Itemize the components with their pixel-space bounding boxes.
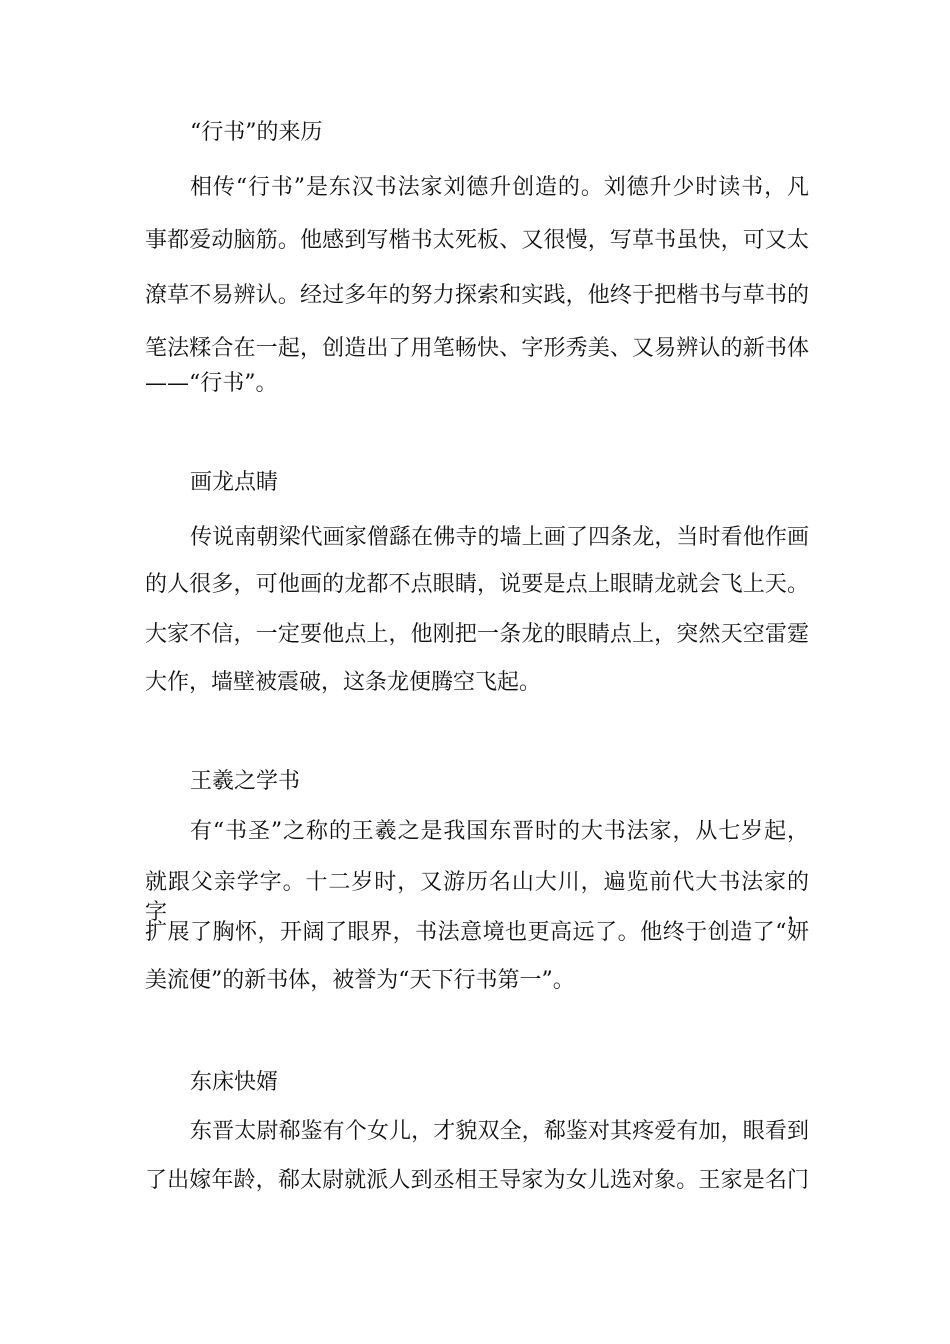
section-title-dongchuang: 东床快婿 <box>190 1070 279 1095</box>
paragraph-line: 就跟父亲学字。十二岁时，又游历名山大川，遍览前代大书法家的字， <box>145 870 809 925</box>
paragraph-line: 了出嫁年龄，郗太尉就派人到丞相王导家为女儿选对象。王家是名门 <box>145 1168 809 1193</box>
paragraph-line: 潦草不易辨认。经过多年的努力探索和实践，他终于把楷书与草书的 <box>145 283 809 308</box>
paragraph-line: 有“书圣”之称的王羲之是我国东晋时的大书法家，从七岁起， <box>190 819 809 844</box>
section-title-xingshu: “行书”的来历 <box>190 120 323 145</box>
paragraph-line: 的人很多，可他画的龙都不点眼睛，说要是点上眼睛龙就会飞上天。 <box>145 572 809 597</box>
section-title-hualong: 画龙点睛 <box>190 470 279 495</box>
section-title-wangxizhi: 王羲之学书 <box>190 769 301 794</box>
paragraph-line: ——“行书”。 <box>145 371 278 396</box>
paragraph-line: 事都爱动脑筋。他感到写楷书太死板、又很慢，写草书虽快，可又太 <box>145 228 809 253</box>
paragraph-line: 大家不信，一定要他点上，他刚把一条龙的眼睛点上，突然天空雷霆 <box>145 622 809 647</box>
paragraph-line: 笔法糅合在一起，创造出了用笔畅快、字形秀美、又易辨认的新书体 <box>145 336 809 361</box>
paragraph-line: 东晋太尉郗鉴有个女儿，才貌双全，郗鉴对其疼爱有加，眼看到 <box>190 1119 809 1144</box>
paragraph-line: 大作，墙壁被震破，这条龙便腾空飞起。 <box>145 670 542 695</box>
paragraph-line: 扩展了胸怀，开阔了眼界，书法意境也更高远了。他终于创造了“妍 <box>145 920 809 945</box>
paragraph-line: 传说南朝梁代画家僧繇在佛寺的墙上画了四条龙，当时看他作画 <box>190 525 809 550</box>
paragraph-line: 相传“行书”是东汉书法家刘德升创造的。刘德升少时读书，凡 <box>190 175 809 200</box>
paragraph-line: 美流便”的新书体，被誉为“天下行书第一”。 <box>145 968 575 993</box>
